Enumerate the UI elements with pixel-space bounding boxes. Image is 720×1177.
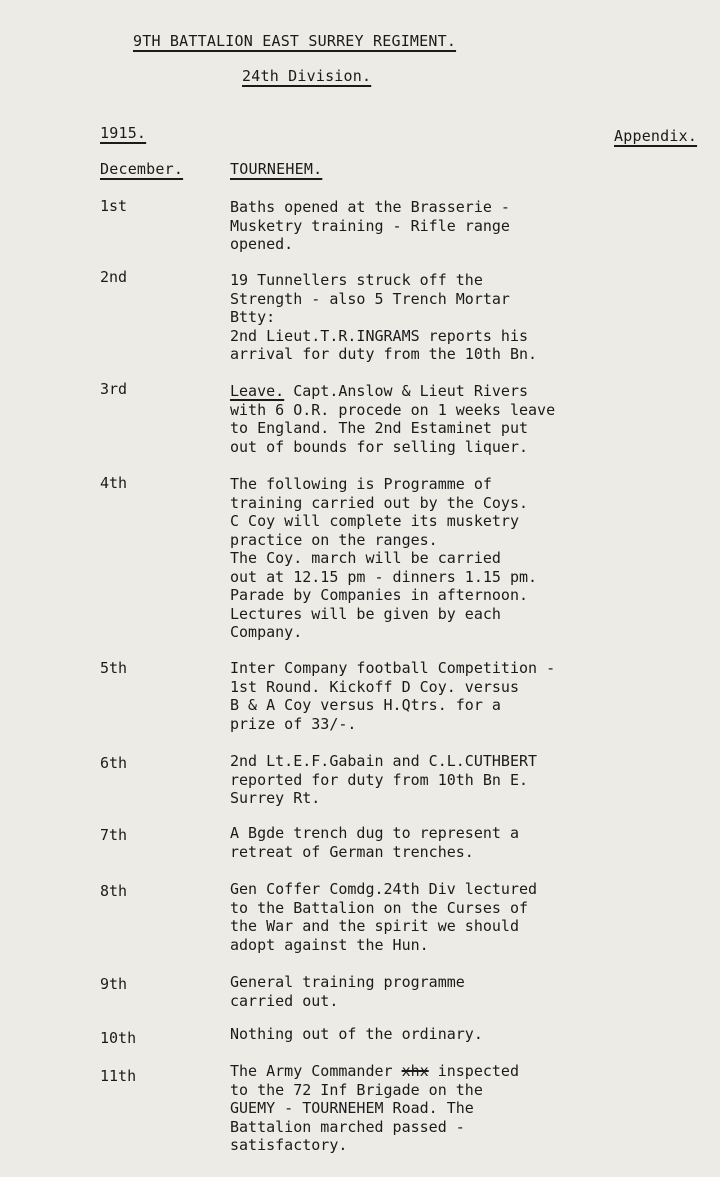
entry-line: 2nd Lieut.T.R.INGRAMS reports his xyxy=(230,326,529,345)
diary-entry xyxy=(230,824,630,861)
entry-date: 4th xyxy=(100,474,128,492)
entry-date: 8th xyxy=(100,882,128,900)
entry-line: GUEMY - TOURNEHEM Road. The xyxy=(230,1099,474,1117)
diary-entry xyxy=(230,1025,630,1044)
entry-line: Gen Coffer Comdg.24th Div lectured xyxy=(230,880,538,898)
entry-line: Company. xyxy=(230,623,303,641)
entry-line: Battalion marched passed - xyxy=(230,1117,465,1136)
entry-line: practice on the ranges. xyxy=(230,530,438,549)
entry-date: 1st xyxy=(100,197,128,215)
entry-line: adopt against the Hun. xyxy=(230,935,429,954)
entry-line: Lectures will be given by each xyxy=(230,604,501,623)
entry-line-end: inspected xyxy=(428,1062,519,1080)
regiment-heading: 9TH BATTALION EAST SURREY REGIMENT. xyxy=(133,32,457,50)
entry-line: 19 Tunnellers struck off the xyxy=(230,271,483,289)
entry-date: 3rd xyxy=(100,380,128,398)
entry-line: The following is Programme of xyxy=(230,475,492,493)
leave-label: Leave. xyxy=(230,382,285,400)
entry-date: 10th xyxy=(100,1029,137,1047)
diary-entry xyxy=(230,271,630,364)
entry-line: prize of 33/-. xyxy=(230,714,357,733)
struck-word: xhx xyxy=(401,1062,429,1080)
month-heading: December. xyxy=(100,160,184,178)
entry-line: the War and the spirit we should xyxy=(230,917,519,935)
entry-line: retreat of German trenches. xyxy=(230,842,474,861)
entry-line: Strength - also 5 Trench Mortar xyxy=(230,289,510,308)
entry-date: 2nd xyxy=(100,268,128,286)
entry-line: to England. The 2nd Estaminet put xyxy=(230,419,529,437)
entry-line: Musketry training - Rifle range xyxy=(230,216,510,235)
diary-entry xyxy=(230,752,630,808)
entry-line: Btty: xyxy=(230,308,276,326)
diary-entry xyxy=(230,880,630,954)
entry-line: opened. xyxy=(230,235,294,253)
entry-date: 7th xyxy=(100,826,128,844)
diary-entry xyxy=(230,475,630,642)
place-heading: TOURNEHEM. xyxy=(230,160,323,178)
entry-line: out of bounds for selling liquer. xyxy=(230,437,529,456)
year-heading: 1915. xyxy=(100,124,147,142)
entry-line: satisfactory. xyxy=(230,1136,348,1154)
entry-date: 11th xyxy=(100,1067,137,1085)
entry-line: training carried out by the Coys. xyxy=(230,493,529,512)
entry-line: with 6 O.R. procede on 1 weeks leave xyxy=(230,400,556,419)
entry-line xyxy=(230,382,630,401)
entry-line: Nothing out of the ordinary. xyxy=(230,1025,483,1043)
entry-date: 9th xyxy=(100,975,128,993)
diary-entry xyxy=(230,1062,630,1155)
entry-line: C Coy will complete its musketry xyxy=(230,512,519,530)
entry-line: Surrey Rt. xyxy=(230,789,321,807)
entry-line: The Coy. march will be carried xyxy=(230,549,501,567)
diary-entry xyxy=(230,659,630,733)
entry-line: General training programme xyxy=(230,973,465,991)
division-heading: 24th Division. xyxy=(242,67,372,85)
entry-line: reported for duty from 10th Bn E. xyxy=(230,770,529,789)
entry-line: Parade by Companies in afternoon. xyxy=(230,586,529,604)
diary-entry xyxy=(230,973,630,1010)
appendix-heading: Appendix. xyxy=(614,127,698,145)
entry-line-rest: Capt.Anslow & Lieut Rivers xyxy=(284,382,529,400)
entry-line: arrival for duty from the 10th Bn. xyxy=(230,345,538,363)
entry-date: 5th xyxy=(100,659,128,677)
diary-entry xyxy=(230,382,630,456)
entry-line: 2nd Lt.E.F.Gabain and C.L.CUTHBERT xyxy=(230,752,538,770)
entry-line: to the Battalion on the Curses of xyxy=(230,898,529,917)
entry-line: B & A Coy versus H.Qtrs. for a xyxy=(230,696,501,714)
entry-line: out at 12.15 pm - dinners 1.15 pm. xyxy=(230,567,538,586)
entry-line: 1st Round. Kickoff D Coy. versus xyxy=(230,677,519,696)
entry-line: A Bgde trench dug to represent a xyxy=(230,824,519,842)
entry-line xyxy=(230,1062,630,1081)
entry-date: 6th xyxy=(100,754,128,772)
entry-line: to the 72 Inf Brigade on the xyxy=(230,1080,483,1099)
entry-line-start: The Army Commander xyxy=(230,1062,402,1080)
entry-line: carried out. xyxy=(230,991,339,1010)
diary-entry xyxy=(230,198,630,254)
entry-line: Inter Company football Competition - xyxy=(230,659,556,677)
entry-line: Baths opened at the Brasserie - xyxy=(230,198,510,216)
